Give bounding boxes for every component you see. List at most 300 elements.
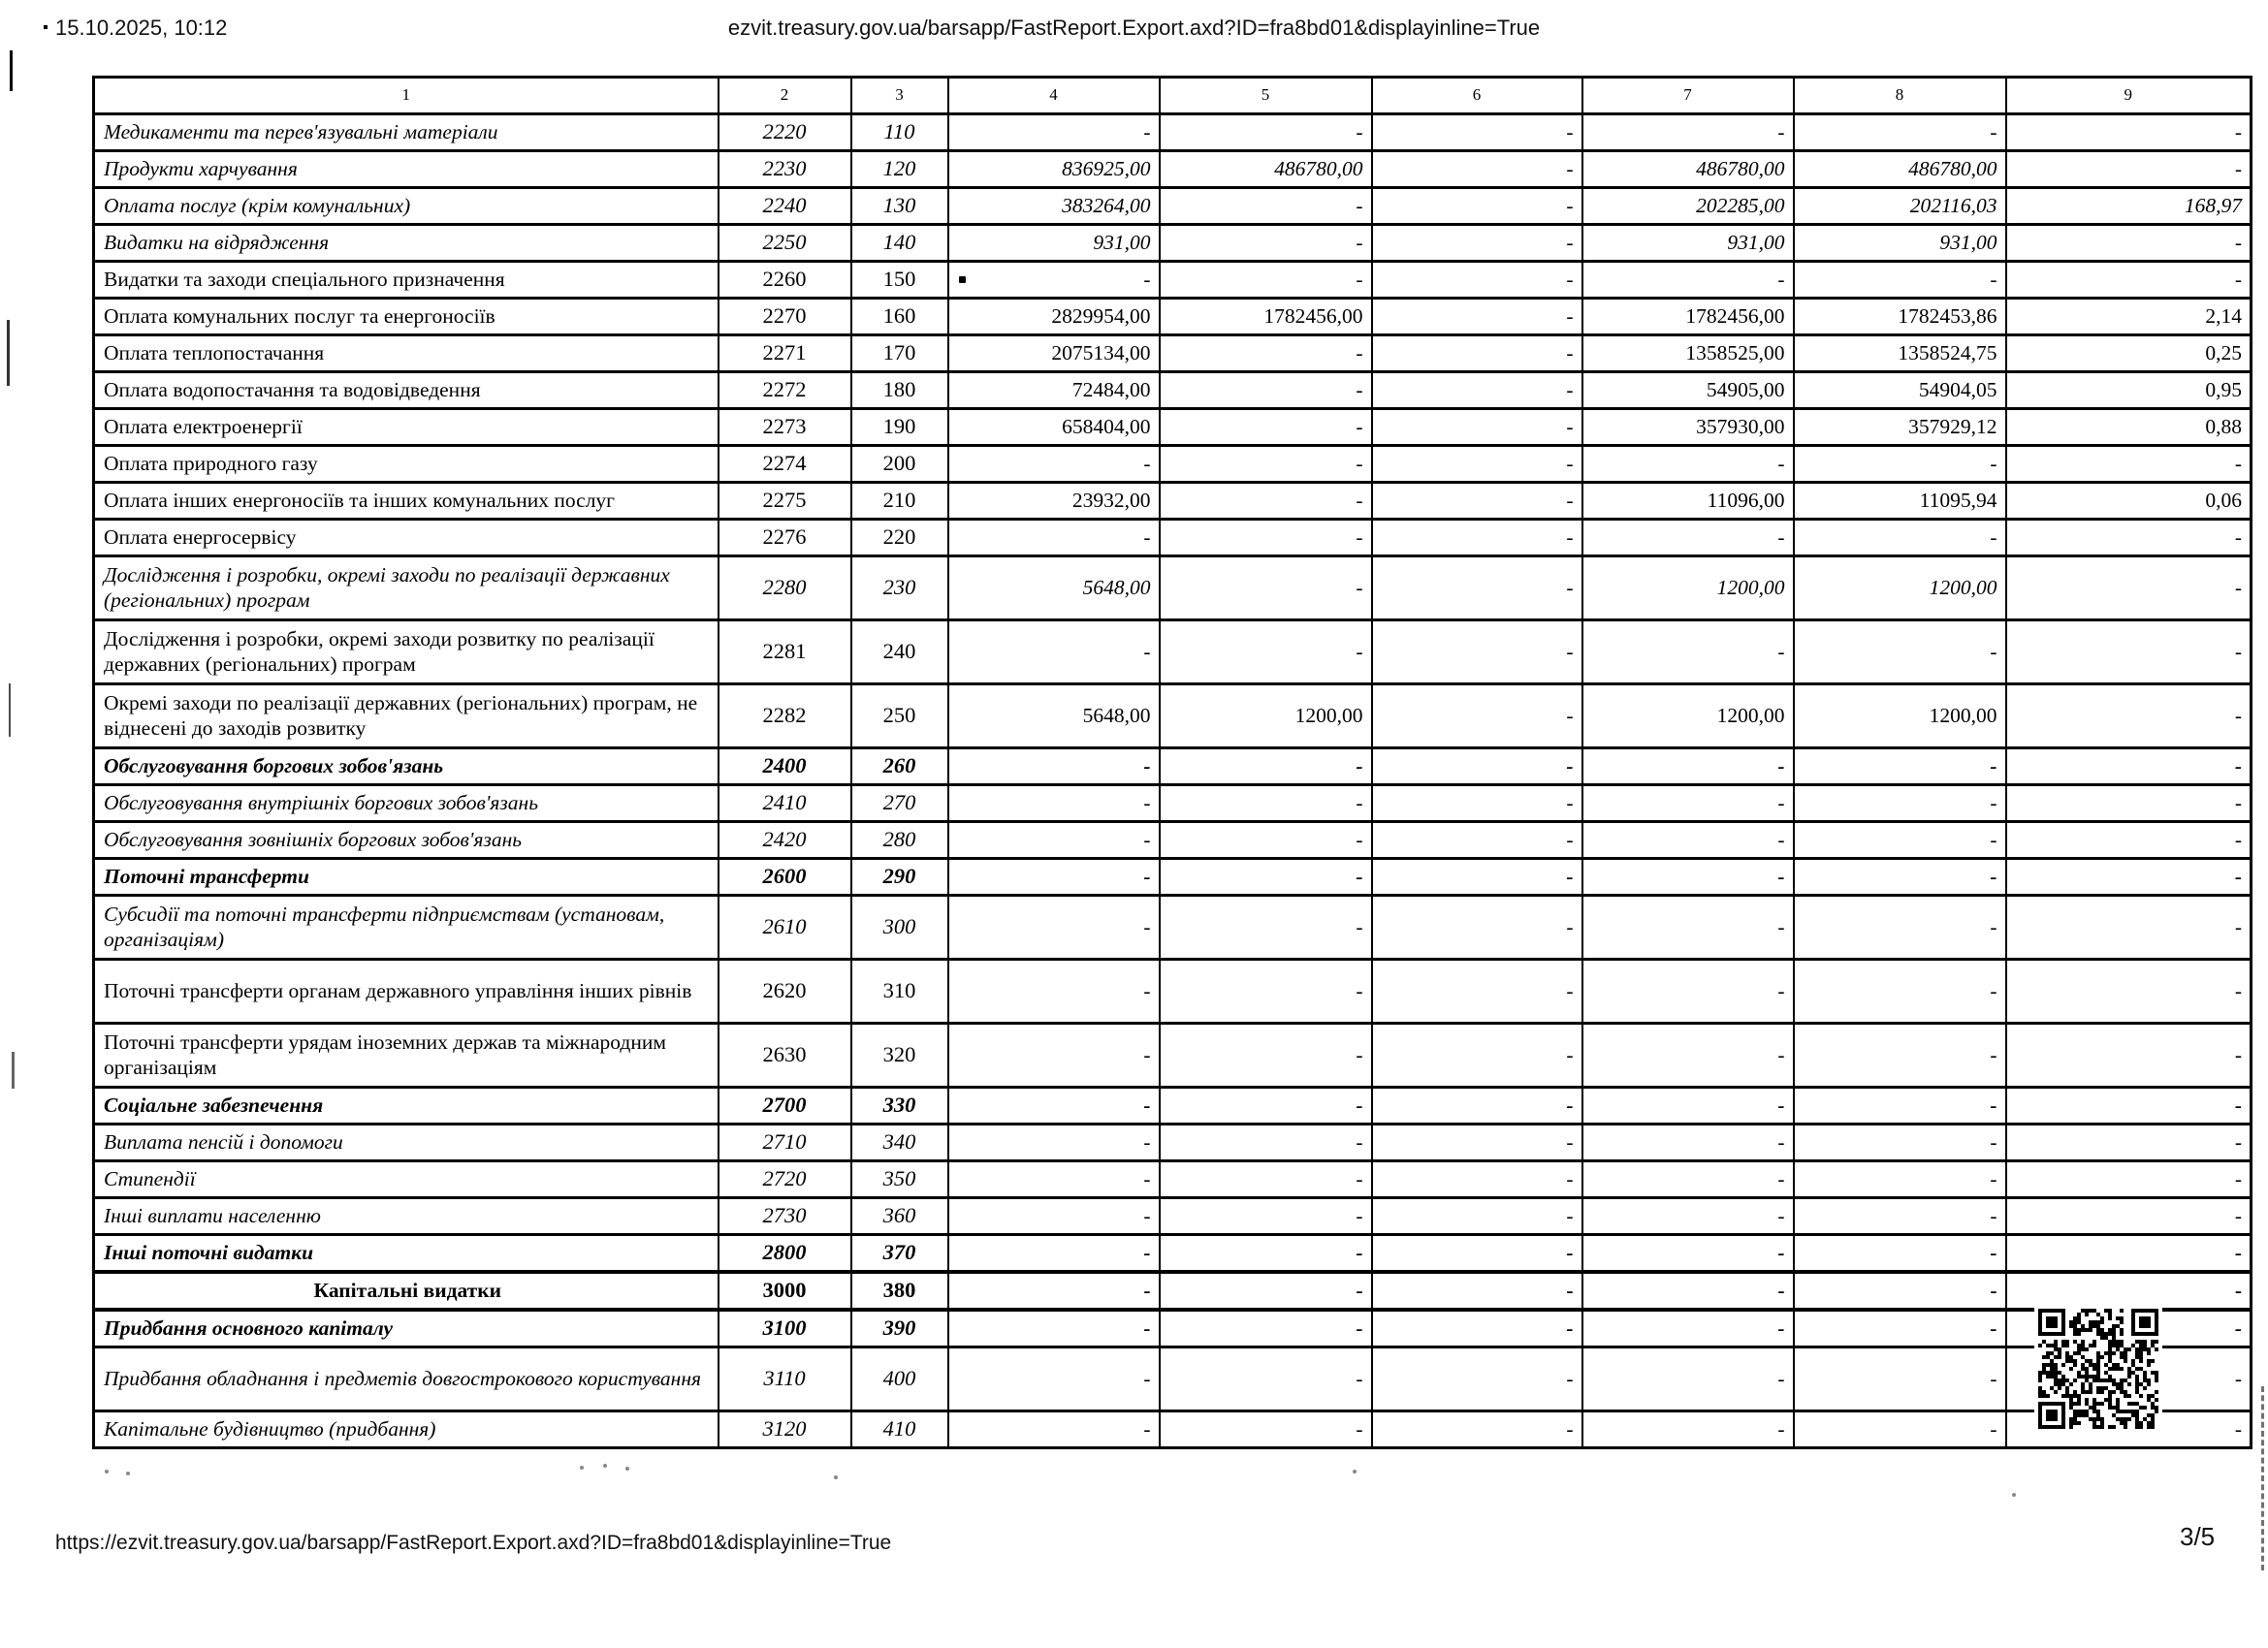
value-cell: - — [1372, 620, 1582, 684]
value-cell: 0,95 — [2006, 372, 2252, 409]
expense-name: Дослідження і розробки, окремі заходи по реалізації державних (регіональних) програм — [94, 556, 719, 620]
column-header: 5 — [1160, 78, 1372, 114]
kekv-code: 2710 — [719, 1125, 851, 1161]
expense-name: Придбання основного капіталу — [94, 1310, 719, 1347]
value-cell: - — [2006, 822, 2252, 859]
value-cell: - — [1372, 748, 1582, 785]
kekv-code: 3100 — [719, 1310, 851, 1347]
value-cell: - — [1582, 1198, 1794, 1235]
line-number: 350 — [851, 1161, 948, 1198]
kekv-code: 2250 — [719, 225, 851, 262]
value-cell: - — [1160, 262, 1372, 299]
column-header: 3 — [851, 78, 948, 114]
line-number: 380 — [851, 1272, 948, 1310]
value-cell: - — [1794, 859, 2006, 896]
table-row — [94, 1347, 2252, 1411]
value-cell: - — [1794, 446, 2006, 483]
line-number: 400 — [851, 1347, 948, 1411]
column-header: 7 — [1582, 78, 1794, 114]
value-cell: 836925,00 — [948, 151, 1160, 188]
value-cell: - — [2006, 1347, 2252, 1411]
line-number: 110 — [851, 114, 948, 151]
value-cell: - — [1794, 1198, 2006, 1235]
value-cell: - — [2006, 748, 2252, 785]
line-number: 280 — [851, 822, 948, 859]
value-cell: - — [1160, 556, 1372, 620]
expense-name: Придбання обладнання і предметів довгострокового користування — [94, 1347, 719, 1411]
kekv-code: 2730 — [719, 1198, 851, 1235]
value-cell: - — [2006, 1235, 2252, 1273]
value-cell: - — [1372, 1024, 1582, 1088]
expense-name: Оплата електроенергії — [94, 409, 719, 446]
kekv-code: 2273 — [719, 409, 851, 446]
value-cell: 1782453,86 — [1794, 299, 2006, 335]
value-cell: - — [2006, 114, 2252, 151]
value-cell: - — [948, 1411, 1160, 1448]
value-cell: - — [1160, 1161, 1372, 1198]
line-number: 390 — [851, 1310, 948, 1347]
column-header: 6 — [1372, 78, 1582, 114]
line-number: 130 — [851, 188, 948, 225]
expense-name: Поточні трансферти органам державного управління інших рівнів — [94, 960, 719, 1024]
value-cell: - — [1160, 1235, 1372, 1273]
value-cell: - — [2006, 859, 2252, 896]
table-row — [94, 748, 2252, 785]
value-cell: 1200,00 — [1582, 684, 1794, 748]
value-cell: - — [1582, 748, 1794, 785]
expense-name: Видатки та заходи спеціального призначення — [94, 262, 719, 299]
value-cell: - — [948, 1088, 1160, 1125]
table-row — [94, 1235, 2252, 1273]
value-cell: - — [1372, 520, 1582, 556]
scan-artifact — [10, 50, 13, 91]
table-row — [94, 446, 2252, 483]
value-cell: - — [948, 960, 1160, 1024]
value-cell: - — [1372, 1161, 1582, 1198]
qr-code — [2034, 1305, 2162, 1433]
value-cell: 2,14 — [2006, 299, 2252, 335]
scan-speck — [580, 1466, 584, 1470]
value-cell: - — [2006, 1125, 2252, 1161]
print-header-url: ezvit.treasury.gov.ua/barsapp/FastReport.Export.axd?ID=fra8bd01&displayinline=True — [727, 16, 1541, 40]
value-cell: 1200,00 — [1160, 684, 1372, 748]
expense-name: Оплата послуг (крім комунальних) — [94, 188, 719, 225]
value-cell: 54905,00 — [1582, 372, 1794, 409]
scan-artifact — [44, 25, 48, 29]
table-row — [94, 859, 2252, 896]
value-cell: - — [1160, 785, 1372, 822]
value-cell: - — [2006, 785, 2252, 822]
value-cell: 202116,03 — [1794, 188, 2006, 225]
kekv-code: 2600 — [719, 859, 851, 896]
value-cell: 72484,00 — [948, 372, 1160, 409]
value-cell: - — [948, 896, 1160, 960]
value-cell: - — [1372, 1088, 1582, 1125]
value-cell: - — [1160, 409, 1372, 446]
expense-name: Інші виплати населенню — [94, 1198, 719, 1235]
column-header: 8 — [1794, 78, 2006, 114]
value-cell: - — [2006, 684, 2252, 748]
expense-name: Обслуговування зовнішніх боргових зобов'язань — [94, 822, 719, 859]
value-cell: - — [2006, 1411, 2252, 1448]
line-number: 290 — [851, 859, 948, 896]
expense-name: Оплата теплопостачання — [94, 335, 719, 372]
value-cell: - — [2006, 446, 2252, 483]
value-cell: 1200,00 — [1794, 556, 2006, 620]
value-cell: - — [948, 114, 1160, 151]
expense-name: Інші поточні видатки — [94, 1235, 719, 1273]
value-cell: - — [1794, 1125, 2006, 1161]
value-cell: - — [948, 1198, 1160, 1235]
value-cell: - — [1160, 748, 1372, 785]
value-cell: - — [1794, 748, 2006, 785]
expense-name: Видатки на відрядження — [94, 225, 719, 262]
value-cell: - — [1582, 1125, 1794, 1161]
scan-speck — [126, 1472, 130, 1475]
value-cell: 931,00 — [1794, 225, 2006, 262]
table-row — [94, 1088, 2252, 1125]
value-cell: - — [948, 859, 1160, 896]
table-row — [94, 1310, 2252, 1347]
table-row — [94, 896, 2252, 960]
line-number: 310 — [851, 960, 948, 1024]
column-header: 4 — [948, 78, 1160, 114]
value-cell: - — [1160, 1088, 1372, 1125]
value-cell: - — [948, 1161, 1160, 1198]
value-cell: - — [1372, 556, 1582, 620]
value-cell: - — [1794, 1272, 2006, 1310]
line-number: 260 — [851, 748, 948, 785]
value-cell: - — [1372, 684, 1582, 748]
value-cell: - — [1582, 446, 1794, 483]
value-cell: - — [1582, 1411, 1794, 1448]
value-cell: - — [1372, 299, 1582, 335]
line-number: 320 — [851, 1024, 948, 1088]
table-row — [94, 299, 2252, 335]
value-cell: - — [1794, 960, 2006, 1024]
value-cell: - — [1160, 372, 1372, 409]
table-row — [94, 1198, 2252, 1235]
value-cell: - — [1372, 1310, 1582, 1347]
value-cell: 54904,05 — [1794, 372, 2006, 409]
column-header: 1 — [94, 78, 719, 114]
line-number: 250 — [851, 684, 948, 748]
value-cell: - — [1372, 1347, 1582, 1411]
value-cell: 0,25 — [2006, 335, 2252, 372]
scan-speck — [2012, 1493, 2016, 1497]
value-cell: - — [1794, 1411, 2006, 1448]
kekv-code: 2230 — [719, 151, 851, 188]
value-cell: - — [1794, 896, 2006, 960]
table-row — [94, 960, 2252, 1024]
value-cell: - — [1372, 1272, 1582, 1310]
value-cell: - — [1372, 446, 1582, 483]
scan-artifact — [7, 320, 10, 386]
value-cell: - — [1160, 225, 1372, 262]
value-cell: - — [1160, 520, 1372, 556]
value-cell: 1782456,00 — [1582, 299, 1794, 335]
value-cell: - — [1160, 822, 1372, 859]
value-cell: - — [1160, 896, 1372, 960]
expense-name: Окремі заходи по реалізації державних (регіональних) програм, не віднесені до заходів розвитку — [94, 684, 719, 748]
scan-artifact — [9, 683, 11, 737]
value-cell: - — [1582, 1310, 1794, 1347]
expense-name: Обслуговування внутрішніх боргових зобов'язань — [94, 785, 719, 822]
line-number: 210 — [851, 483, 948, 520]
kekv-code: 2272 — [719, 372, 851, 409]
value-cell: - — [1582, 1161, 1794, 1198]
value-cell: - — [1372, 896, 1582, 960]
value-cell: 1358524,75 — [1794, 335, 2006, 372]
value-cell: 5648,00 — [948, 684, 1160, 748]
value-cell: - — [948, 520, 1160, 556]
value-cell: 1782456,00 — [1160, 299, 1372, 335]
value-cell: - — [1160, 620, 1372, 684]
value-cell: 658404,00 — [948, 409, 1160, 446]
line-number: 220 — [851, 520, 948, 556]
kekv-code: 2630 — [719, 1024, 851, 1088]
value-cell: - — [1794, 785, 2006, 822]
value-cell: - — [1582, 785, 1794, 822]
value-cell: - — [1582, 620, 1794, 684]
expense-name: Оплата енергосервісу — [94, 520, 719, 556]
table-row — [94, 556, 2252, 620]
expense-name: Оплата комунальних послуг та енергоносіїв — [94, 299, 719, 335]
kekv-code: 2271 — [719, 335, 851, 372]
line-number: 300 — [851, 896, 948, 960]
value-cell: - — [2006, 1161, 2252, 1198]
expense-name: Оплата водопостачання та водовідведення — [94, 372, 719, 409]
print-timestamp: 15.10.2025, 10:12 — [55, 16, 228, 40]
value-cell: - — [1372, 372, 1582, 409]
value-cell: - — [2006, 520, 2252, 556]
value-cell: 486780,00 — [1160, 151, 1372, 188]
table-row — [94, 520, 2252, 556]
expense-name: Субсидії та поточні трансферти підприємствам (установам, організаціям) — [94, 896, 719, 960]
print-footer-url: https://ezvit.treasury.gov.ua/barsapp/FastReport.Export.axd?ID=fra8bd01&displayinline=True — [55, 1532, 892, 1554]
value-cell: - — [1160, 960, 1372, 1024]
value-cell: - — [1794, 262, 2006, 299]
table-row — [94, 822, 2252, 859]
table-row — [94, 225, 2252, 262]
scan-speck — [603, 1464, 607, 1468]
table-row — [94, 114, 2252, 151]
value-cell: - — [1160, 1024, 1372, 1088]
expense-name: Оплата природного газу — [94, 446, 719, 483]
line-number: 340 — [851, 1125, 948, 1161]
value-cell: - — [1582, 114, 1794, 151]
expense-name: Дослідження і розробки, окремі заходи розвитку по реалізації державних (регіональних) програм — [94, 620, 719, 684]
value-cell: - — [2006, 556, 2252, 620]
value-cell: - — [1372, 151, 1582, 188]
value-cell: - — [948, 1125, 1160, 1161]
line-number: 270 — [851, 785, 948, 822]
value-cell: - — [1160, 1310, 1372, 1347]
value-cell: - — [1372, 483, 1582, 520]
value-cell: 486780,00 — [1582, 151, 1794, 188]
value-cell: 931,00 — [948, 225, 1160, 262]
table-row — [94, 151, 2252, 188]
expense-name: Поточні трансферти урядам іноземних держав та міжнародним організаціям — [94, 1024, 719, 1088]
value-cell: - — [2006, 151, 2252, 188]
value-cell: 168,97 — [2006, 188, 2252, 225]
value-cell: - — [1582, 1347, 1794, 1411]
line-number: 200 — [851, 446, 948, 483]
value-cell: - — [1372, 409, 1582, 446]
value-cell: - — [1794, 1024, 2006, 1088]
value-cell: - — [1794, 1347, 2006, 1411]
value-cell: 1358525,00 — [1582, 335, 1794, 372]
value-cell: - — [1160, 188, 1372, 225]
value-cell: - — [2006, 620, 2252, 684]
table-row — [94, 684, 2252, 748]
value-cell: 202285,00 — [1582, 188, 1794, 225]
expense-name: Капітальне будівництво (придбання) — [94, 1411, 719, 1448]
value-cell: - — [948, 748, 1160, 785]
value-cell: - — [948, 1310, 1160, 1347]
kekv-code: 2610 — [719, 896, 851, 960]
kekv-code: 2281 — [719, 620, 851, 684]
table-row — [94, 483, 2252, 520]
table-row — [94, 1024, 2252, 1088]
table-row — [94, 262, 2252, 299]
value-cell: - — [2006, 225, 2252, 262]
kekv-code: 3110 — [719, 1347, 851, 1411]
scan-speck — [834, 1475, 838, 1479]
value-cell: - — [1160, 114, 1372, 151]
scan-speck — [1353, 1470, 1357, 1474]
kekv-code: 3000 — [719, 1272, 851, 1310]
kekv-code: 2700 — [719, 1088, 851, 1125]
line-number: 180 — [851, 372, 948, 409]
value-cell: 0,88 — [2006, 409, 2252, 446]
kekv-code: 2282 — [719, 684, 851, 748]
value-cell: - — [1160, 1125, 1372, 1161]
value-cell: - — [1582, 960, 1794, 1024]
line-number: 370 — [851, 1235, 948, 1273]
value-cell: 0,06 — [2006, 483, 2252, 520]
line-number: 230 — [851, 556, 948, 620]
value-cell: - — [1582, 859, 1794, 896]
kekv-code: 2280 — [719, 556, 851, 620]
expense-name: Капітальні видатки — [94, 1272, 719, 1310]
kekv-code: 2275 — [719, 483, 851, 520]
value-cell: - — [1794, 520, 2006, 556]
value-cell: 383264,00 — [948, 188, 1160, 225]
value-cell: - — [2006, 1272, 2252, 1310]
line-number: 150 — [851, 262, 948, 299]
value-cell: - — [1160, 335, 1372, 372]
value-cell: - — [1160, 1198, 1372, 1235]
line-number: 170 — [851, 335, 948, 372]
value-cell: - — [1794, 114, 2006, 151]
value-cell: - — [1372, 335, 1582, 372]
value-cell: - — [948, 1024, 1160, 1088]
value-cell: - — [2006, 1024, 2252, 1088]
value-cell: - — [1160, 1411, 1372, 1448]
kekv-code: 2220 — [719, 114, 851, 151]
value-cell: - — [1372, 188, 1582, 225]
table-row — [94, 188, 2252, 225]
value-cell: - — [1372, 1125, 1582, 1161]
value-cell: - — [1794, 822, 2006, 859]
value-cell: - — [1794, 1088, 2006, 1125]
value-cell: 2075134,00 — [948, 335, 1160, 372]
table-row — [94, 785, 2252, 822]
scan-artifact — [12, 1052, 15, 1089]
value-cell: 486780,00 — [1794, 151, 2006, 188]
value-cell: - — [1160, 483, 1372, 520]
value-cell: 23932,00 — [948, 483, 1160, 520]
scan-artifact — [2261, 1386, 2264, 1570]
kekv-code: 3120 — [719, 1411, 851, 1448]
value-cell: 357930,00 — [1582, 409, 1794, 446]
column-header: 2 — [719, 78, 851, 114]
value-cell: - — [1582, 1272, 1794, 1310]
table-row — [94, 620, 2252, 684]
value-cell: - — [1372, 859, 1582, 896]
value-cell: 1200,00 — [1794, 684, 2006, 748]
value-cell: - — [2006, 1088, 2252, 1125]
expense-name: Медикаменти та перев'язувальні матеріали — [94, 114, 719, 151]
value-cell: 2829954,00 — [948, 299, 1160, 335]
value-cell: - — [2006, 262, 2252, 299]
value-cell: - — [1372, 1411, 1582, 1448]
line-number: 240 — [851, 620, 948, 684]
column-header: 9 — [2006, 78, 2252, 114]
scan-speck — [105, 1470, 109, 1474]
value-cell: - — [1372, 785, 1582, 822]
value-cell: - — [1794, 1235, 2006, 1273]
value-cell: - — [2006, 896, 2252, 960]
expense-name: Виплата пенсій і допомоги — [94, 1125, 719, 1161]
value-cell: - — [1794, 620, 2006, 684]
value-cell: - — [1582, 1024, 1794, 1088]
value-cell: - — [2006, 1198, 2252, 1235]
table-row — [94, 1411, 2252, 1448]
value-cell: - — [1372, 960, 1582, 1024]
value-cell: 357929,12 — [1794, 409, 2006, 446]
expense-name: Поточні трансферти — [94, 859, 719, 896]
value-cell: - — [1794, 1161, 2006, 1198]
expense-name: Продукти харчування — [94, 151, 719, 188]
value-cell: 1200,00 — [1582, 556, 1794, 620]
page-number: 3/5 — [2180, 1522, 2216, 1551]
line-number: 360 — [851, 1198, 948, 1235]
expense-name: Оплата інших енергоносіїв та інших комунальних послуг — [94, 483, 719, 520]
value-cell: 931,00 — [1582, 225, 1794, 262]
kekv-code: 2400 — [719, 748, 851, 785]
kekv-code: 2274 — [719, 446, 851, 483]
value-cell: - — [1582, 896, 1794, 960]
expense-name: Стипендії — [94, 1161, 719, 1198]
value-cell: - — [1372, 1235, 1582, 1273]
value-cell: - — [1582, 520, 1794, 556]
value-cell: - — [948, 446, 1160, 483]
value-cell: - — [948, 785, 1160, 822]
line-number: 120 — [851, 151, 948, 188]
scan-speck — [959, 276, 966, 283]
value-cell: - — [1160, 446, 1372, 483]
line-number: 410 — [851, 1411, 948, 1448]
value-cell: - — [1582, 262, 1794, 299]
value-cell: - — [948, 1235, 1160, 1273]
value-cell: - — [948, 1347, 1160, 1411]
value-cell: - — [1794, 1310, 2006, 1347]
table-row — [94, 1272, 2252, 1310]
table-row — [94, 335, 2252, 372]
value-cell: - — [1160, 1347, 1372, 1411]
